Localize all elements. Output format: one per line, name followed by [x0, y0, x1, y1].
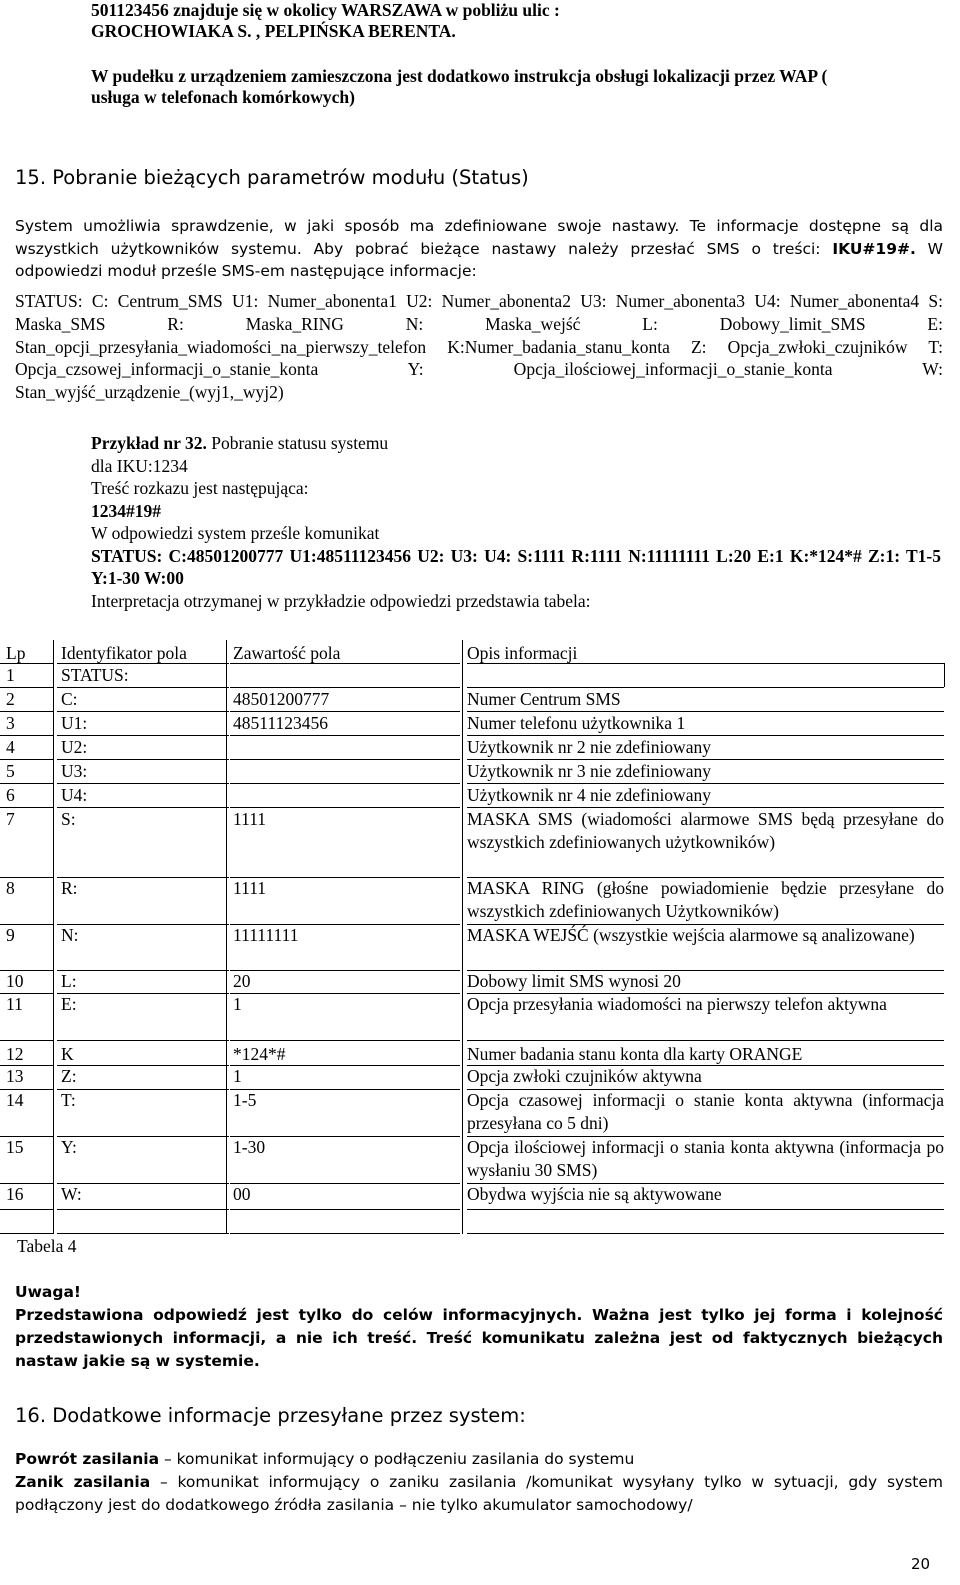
cell-description: Opcja ilościowej informacji o stania konta aktywna (informacja po wysłaniu 30 SMS) — [467, 1137, 944, 1180]
cell-lp: 10 — [6, 971, 24, 991]
table-rule — [230, 687, 460, 688]
table-rule — [230, 783, 460, 784]
cell-value: 20 — [233, 971, 251, 991]
table-rule — [57, 1089, 229, 1090]
table-rule — [0, 1183, 53, 1184]
table-rule — [57, 970, 229, 971]
cell-value: *124*# — [233, 1044, 286, 1064]
table-rule — [57, 1233, 229, 1234]
cell-value: 11111111 — [233, 925, 299, 945]
example-command: 1234#19# — [91, 500, 161, 521]
table-rule — [57, 759, 229, 760]
cell-description: MASKA WEJŚĆ (wszystkie wejścia alarmowe są analizowane) — [467, 925, 915, 945]
cell-identifier: K — [61, 1044, 74, 1064]
cell-lp: 5 — [6, 761, 15, 781]
cell-lp: 15 — [6, 1137, 24, 1157]
cell-lp: 13 — [6, 1066, 24, 1086]
example-number: Przykład nr 32. — [91, 433, 207, 453]
table-rule — [230, 1089, 460, 1090]
table-rule — [230, 1040, 460, 1041]
cell-identifier: E: — [61, 994, 77, 1014]
cell-description: Użytkownik nr 3 nie zdefiniowany — [467, 761, 711, 781]
table-row — [0, 784, 960, 806]
table-row — [0, 688, 960, 710]
table-rule — [57, 1065, 229, 1066]
cell-identifier: L: — [61, 971, 77, 991]
table-rule — [230, 1136, 460, 1137]
table-rule — [57, 711, 229, 712]
cell-lp: 14 — [6, 1090, 24, 1110]
example-title — [91, 432, 941, 455]
table-rule — [467, 783, 944, 784]
cell-lp: 2 — [6, 689, 15, 709]
table-row — [0, 1043, 960, 1065]
cell-description: Opcja zwłoki czujników aktywna — [467, 1066, 702, 1086]
cell-value: 1111 — [233, 809, 267, 829]
cell-lp: 3 — [6, 713, 15, 733]
table-rule — [0, 993, 53, 994]
intro-line-1: 501123456 znajduje się w okolicy WARSZAWA w pobliżu ulic : — [91, 0, 560, 20]
table-rule — [467, 1183, 944, 1184]
table-column-divider — [53, 640, 54, 1234]
cell-identifier: W: — [61, 1184, 82, 1204]
cell-description: MASKA SMS (wiadomości alarmowe SMS będą przesyłane do wszystkich zdefiniowanych użytkowników) — [467, 809, 944, 852]
table-rule — [0, 759, 53, 760]
warning-text: Przedstawiona odpowiedź jest tylko do celów informacyjnych. Ważna jest tylko jej forma i kolejność przedstawionych informacji, a nie ich treść. Treść komunikatu zależna jest od faktycznych bieżących nastaw jakie są w systemie. — [15, 1306, 943, 1370]
cell-identifier: U3: — [61, 761, 88, 781]
table-column-divider — [944, 663, 945, 687]
cell-identifier: U4: — [61, 785, 88, 805]
cell-description: Numer Centrum SMS — [467, 689, 621, 709]
table-rule — [0, 663, 53, 664]
cell-lp: 16 — [6, 1184, 24, 1204]
power-loss-item — [15, 1471, 943, 1517]
table-caption: Tabela 4 — [17, 1236, 77, 1256]
cell-value: 1-5 — [233, 1090, 257, 1110]
cell-lp: 7 — [6, 809, 15, 829]
example-interpretation: Interpretacja otrzymanej w przykładzie odpowiedzi przedstawia tabela: — [91, 590, 591, 611]
table-rule — [0, 711, 53, 712]
table-rule — [57, 783, 229, 784]
table-rule — [0, 783, 53, 784]
table-row — [0, 924, 960, 946]
cell-description: Użytkownik nr 4 nie zdefiniowany — [467, 785, 711, 805]
header-description: Opis informacji — [467, 643, 578, 663]
cell-value: 48511123456 — [233, 713, 328, 733]
page-number: 20 — [911, 1555, 931, 1573]
power-loss-text: – komunikat informujący o zaniku zasilania /komunikat wysyłany tylko w sytuacji, gdy system podłączony jest do dodatkowego źródła zasilania – nie tylko akumulator samochodowy/ — [15, 1473, 943, 1514]
cell-lp: 9 — [6, 925, 15, 945]
table-rule — [467, 663, 944, 664]
example-reply-label: W odpowiedzi system prześle komunikat — [91, 523, 380, 543]
table-rule — [230, 735, 460, 736]
cell-description: Dobowy limit SMS wynosi 20 — [467, 971, 681, 991]
cell-identifier: R: — [61, 878, 78, 898]
example-command-label: Treść rozkazu jest następująca: — [91, 478, 309, 498]
table-rule — [0, 687, 53, 688]
table-row — [0, 736, 960, 758]
table-rule — [0, 807, 53, 808]
table-rule — [467, 1209, 944, 1210]
table-rule — [0, 1089, 53, 1090]
section-16-list — [15, 1448, 943, 1517]
cell-identifier: U2: — [61, 737, 88, 757]
header-lp: Lp — [6, 643, 26, 663]
table-rule — [467, 687, 944, 688]
cell-value: 48501200777 — [233, 689, 330, 709]
cell-identifier: Z: — [61, 1066, 77, 1086]
table-rule — [467, 970, 944, 971]
cell-lp: 8 — [6, 878, 15, 898]
table-rule — [57, 1209, 229, 1210]
table-rule — [0, 877, 53, 878]
table-rule — [467, 1089, 944, 1090]
table-rule — [57, 1183, 229, 1184]
table-rule — [0, 1233, 53, 1234]
table-rule — [0, 1065, 53, 1066]
table-row — [0, 664, 960, 686]
intro-location — [91, 0, 871, 42]
table-rule — [467, 1040, 944, 1041]
table-row — [0, 993, 960, 1015]
cell-identifier: N: — [61, 925, 79, 945]
table-rule — [57, 735, 229, 736]
table-rule — [467, 1136, 944, 1137]
section-15-heading: 15. Pobranie bieżących parametrów modułu (Status) — [15, 166, 529, 189]
table-rule — [467, 711, 944, 712]
table-row — [0, 1065, 960, 1087]
cell-description: Numer badania stanu konta dla karty ORANGE — [467, 1044, 803, 1064]
table-rule — [467, 993, 944, 994]
table-rule — [230, 924, 460, 925]
cell-lp: 1 — [6, 665, 15, 685]
table-row — [0, 712, 960, 734]
example-block — [91, 432, 941, 612]
cell-lp: 12 — [6, 1044, 24, 1064]
intro-line-2: GROCHOWIAKA S. , PELPIŃSKA BERENTA. — [91, 21, 456, 41]
cell-value: 1 — [233, 994, 242, 1014]
cell-description: MASKA RING (głośne powiadomienie będzie przesyłane do wszystkich zdefiniowanych Użytkowników) — [467, 878, 944, 921]
table-row — [0, 808, 960, 852]
warning-title: Uwaga! — [15, 1283, 81, 1301]
cell-value: 00 — [233, 1184, 251, 1204]
table-rule — [467, 759, 944, 760]
table-row — [0, 1089, 960, 1133]
table-header-row — [0, 642, 960, 664]
cell-identifier: Y: — [61, 1137, 77, 1157]
table-column-divider — [226, 640, 227, 1234]
cell-description: Obydwa wyjścia nie są aktywowane — [467, 1184, 722, 1204]
table-rule — [0, 1136, 53, 1137]
table-rule — [57, 1136, 229, 1137]
table-rule — [230, 1183, 460, 1184]
table-rule — [57, 663, 229, 664]
status-format-description: STATUS: C: Centrum_SMS U1: Numer_abonenta1 U2: Numer_abonenta2 U3: Numer_abonenta3 U4: Numer_abonenta4 S: Maska_SMS R: Maska_RING N: Maska_wejść L: Dobowy_limit_SMS E: Stan_opcji_przesyłania_wiadomości_na_pierwszy_telefon K:Numer_badania_stanu_konta Z: Opcja_zwłoki_czujników T: Opcja_czsowej_informacji_o_stanie_konta Y: Opcja_ilościowej_informacji_o_stanie_konta W: Stan_wyjść_urządzenie_(wyj1,_wyj2) — [15, 291, 943, 403]
table-rule — [230, 759, 460, 760]
table-rule — [0, 735, 53, 736]
power-loss-term: Zanik zasilania — [15, 1473, 151, 1491]
header-value: Zawartość pola — [233, 643, 341, 663]
table-rule — [467, 1065, 944, 1066]
table-rule — [230, 877, 460, 878]
table-rule — [230, 711, 460, 712]
cell-identifier: T: — [61, 1090, 76, 1110]
section-15-paragraph — [15, 215, 943, 283]
cell-description: Numer telefonu użytkownika 1 — [467, 713, 686, 733]
cell-identifier: C: — [61, 689, 78, 709]
cell-description: Opcja czasowej informacji o stanie konta aktywna (informacja przesyłana co 5 dni) — [467, 1090, 944, 1133]
table-row — [0, 970, 960, 992]
example-title-text: Pobranie statusu systemu — [211, 433, 389, 453]
table-rule — [230, 1209, 460, 1210]
table-rule — [0, 924, 53, 925]
table-rule — [230, 663, 460, 664]
status-table — [0, 640, 960, 1240]
section-15-para-b: W odpowiedzi moduł prześle SMS-em następujące informacje: — [15, 239, 943, 280]
table-rule — [57, 924, 229, 925]
table-rule — [230, 970, 460, 971]
cell-identifier: U1: — [61, 713, 88, 733]
cell-description: Użytkownik nr 2 nie zdefiniowany — [467, 737, 711, 757]
table-rule — [57, 993, 229, 994]
section-15-para-a: System umożliwia sprawdzenie, w jaki sposób ma zdefiniowane swoje nastawy. Te informacje dostępne są dla wszystkich użytkowników systemu. Aby pobrać bieżące nastawy należy przesłać SMS o treści: — [15, 217, 943, 258]
example-iku: dla IKU:1234 — [91, 455, 188, 476]
table-row — [0, 1183, 960, 1205]
table-rule — [467, 735, 944, 736]
cell-value: 1111 — [233, 878, 267, 898]
table-rule — [57, 877, 229, 878]
table-row — [0, 1136, 960, 1180]
table-rule — [230, 807, 460, 808]
table-rule — [467, 924, 944, 925]
table-rule — [57, 807, 229, 808]
wap-note: W pudełku z urządzeniem zamieszczona jest dodatkowo instrukcja obsługi lokalizacji przez WAP ( usługa w telefonach komórkowych) — [91, 66, 828, 107]
example-reply: STATUS: C:48501200777 U1:48511123456 U2: U3: U4: S:1111 R:1111 N:11111111 L:20 E:1 K:*124*# Z:1: T1-5 Y:1-30 W:00 — [91, 545, 941, 588]
power-restored-text: – komunikat informujący o podłączeniu zasilania do systemu — [159, 1450, 635, 1468]
cell-value: 1-30 — [233, 1137, 266, 1157]
power-restored-term: Powrót zasilania — [15, 1450, 160, 1468]
cell-lp: 4 — [6, 737, 15, 757]
power-restored-item — [15, 1448, 943, 1471]
cell-identifier: STATUS: — [61, 665, 129, 685]
table-rule — [230, 1233, 460, 1234]
cell-value: 1 — [233, 1066, 242, 1086]
table-rule — [230, 993, 460, 994]
table-rule — [57, 687, 229, 688]
table-row — [0, 877, 960, 921]
header-identifier: Identyfikator pola — [61, 643, 187, 663]
table-column-divider — [462, 640, 463, 1234]
table-row — [0, 760, 960, 782]
cell-lp: 6 — [6, 785, 15, 805]
status-command-code: IKU#19#. — [832, 239, 916, 258]
table-rule — [0, 1209, 53, 1210]
cell-lp: 11 — [6, 994, 23, 1014]
table-rule — [467, 1233, 944, 1234]
table-rule — [467, 807, 944, 808]
table-rule — [0, 1040, 53, 1041]
cell-description: Opcja przesyłania wiadomości na pierwszy telefon aktywna — [467, 994, 887, 1014]
section-16-heading: 16. Dodatkowe informacje przesyłane przez system: — [15, 1404, 526, 1427]
table-rule — [230, 1065, 460, 1066]
table-rule — [0, 970, 53, 971]
warning-block — [15, 1281, 943, 1373]
table-rule — [57, 1040, 229, 1041]
cell-identifier: S: — [61, 809, 76, 829]
table-rule — [467, 877, 944, 878]
